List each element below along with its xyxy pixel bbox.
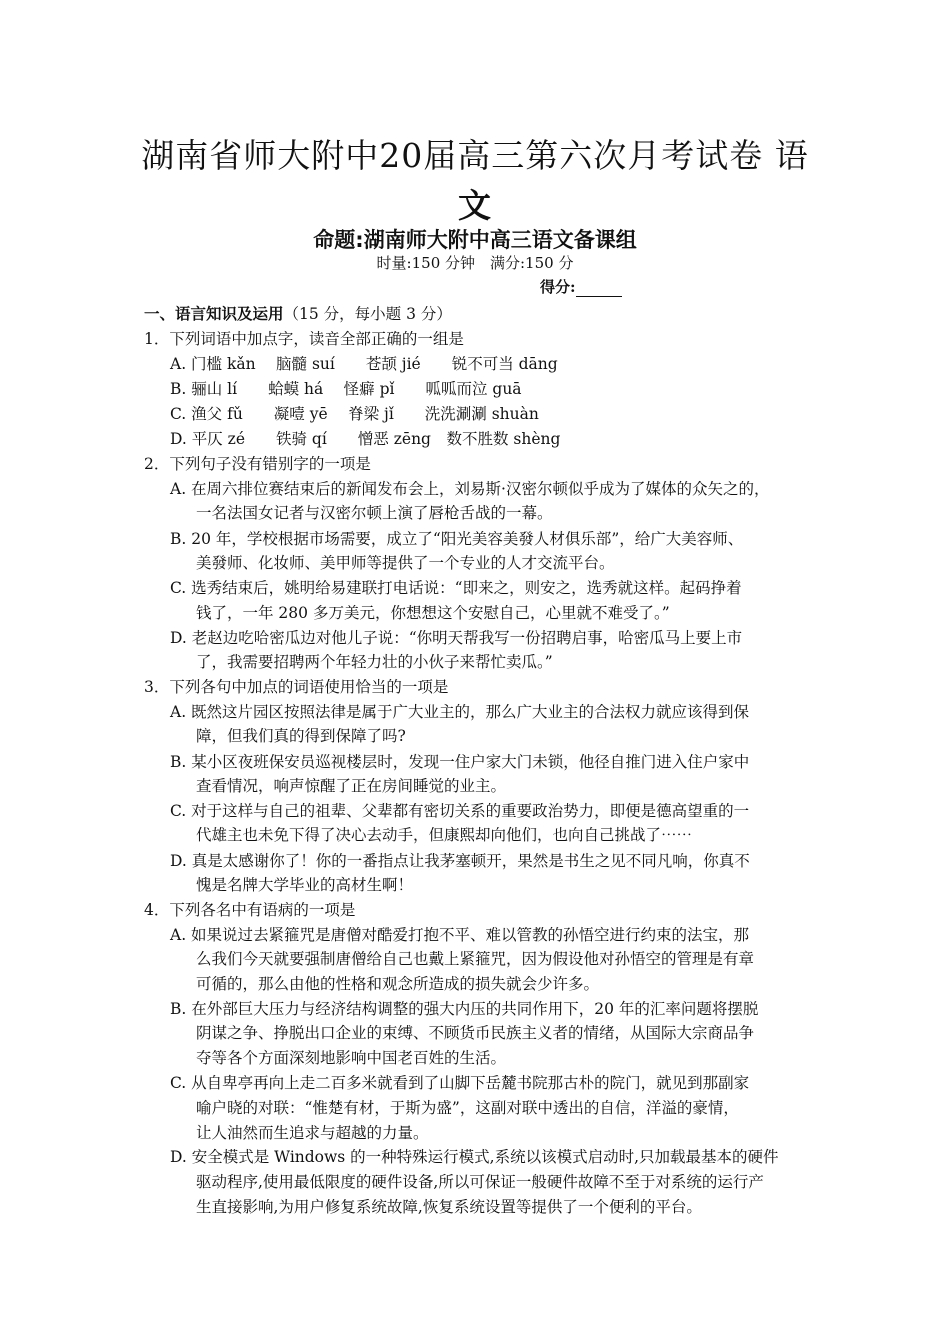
score-field xyxy=(540,276,622,297)
section-note: （15 分，每小题 3 分） xyxy=(283,305,452,323)
q3-option-a-line2: 障，但我们真的得到保障了吗? xyxy=(196,727,406,745)
section-heading xyxy=(144,302,452,324)
q1-option-a: A. 门槛 kǎn 脑髓 suí 苍颉 jié 锐不可当 dāng xyxy=(170,355,558,373)
q4-option-b-line3: 夺等各个方面深刻地影响中国老百姓的生活。 xyxy=(196,1049,507,1067)
score-blank xyxy=(576,281,622,297)
q4-option-c-line2: 喻户晓的对联：“惟楚有材，于斯为盛”，这副对联中透出的自信，洋溢的豪情， xyxy=(196,1099,739,1117)
q4-option-c-line3: 让人油然而生追求与超越的力量。 xyxy=(196,1124,429,1142)
q4-option-d-line3: 生直接影响,为用户修复系统故障,恢复系统设置等提供了一个便利的平台。 xyxy=(196,1198,702,1216)
exam-title-line2: 文 xyxy=(458,186,492,225)
q2-option-a-line1: A. 在周六排位赛结束后的新闻发布会上，刘易斯·汉密尔顿似乎成为了媒体的众矢之的， xyxy=(170,480,770,498)
q3-option-b-line1: B. 某小区夜班保安员巡视楼层时，发现一住户家大门未锁，他径自推门进入住户家中 xyxy=(170,753,750,771)
q4-option-a-line3: 可循的，那么由他的性格和观念所造成的损失就会少许多。 xyxy=(196,975,600,993)
q2-option-b-line2: 美發师、化妆师、美甲师等提供了一个专业的人才交流平台。 xyxy=(196,554,615,572)
exam-title-line1: 湖南省师大附中20届高三第六次月考试卷 语 xyxy=(141,136,809,175)
q3-option-c-line2: 代雄主也未免下得了决心去动手，但康熙却向他们，也向自己挑战了⋯⋯ xyxy=(196,826,693,844)
q2-option-a-line2: 一名法国女记者与汉密尔顿上演了唇枪舌战的一幕。 xyxy=(196,504,553,522)
q1-option-d: D. 平仄 zé 铁骑 qí 憎恶 zēng 数不胜数 shèng xyxy=(170,430,561,448)
q2-option-b-line1: B. 20 年，学校根据市场需要，成立了“阳光美容美發人材俱乐部”，给广大美容师、 xyxy=(170,530,744,548)
exam-time-and-score: 时量:150 分钟 满分:150 分 xyxy=(376,254,574,272)
q1-option-b: B. 骊山 lí 蛤蟆 há 怪癖 pǐ 呱呱而泣 guā xyxy=(170,380,522,398)
q2-stem: 2．下列句子没有错别字的一项是 xyxy=(144,455,371,473)
q2-option-d-line2: 了，我需要招聘两个年轻力壮的小伙子来帮忙卖瓜。” xyxy=(196,653,553,671)
q3-option-d-line1: D. 真是太感谢你了！你的一番指点让我茅塞顿开，果然是书生之见不同凡响，你真不 xyxy=(170,852,750,870)
q4-option-c-line1: C. 从自卑亭再向上走二百多米就看到了山脚下岳麓书院那古朴的院门，就见到那副家 xyxy=(170,1074,750,1092)
q4-option-b-line1: B. 在外部巨大压力与经济结构调整的强大内压的共同作用下，20 年的汇率问题将摆脱 xyxy=(170,1000,759,1018)
q4-option-a-line1: A. 如果说过去紧箍咒是唐僧对酷爱打抱不平、难以管教的孙悟空进行约束的法宝，那 xyxy=(170,926,750,944)
q4-option-a-line2: 么我们今天就要强制唐僧给自己也戴上紧箍咒，因为假设他对孙悟空的管理是有章 xyxy=(196,950,755,968)
q3-stem: 3．下列各句中加点的词语使用恰当的一项是 xyxy=(144,678,449,696)
q1-stem: 1．下列词语中加点字，读音全部正确的一组是 xyxy=(144,330,464,348)
q4-option-d-line2: 驱动程序,使用最低限度的硬件设备,所以可保证一般硬件故障不至于对系统的运行产 xyxy=(196,1173,764,1191)
q3-option-d-line2: 愧是名牌大学毕业的高材生啊！ xyxy=(196,876,414,894)
q2-option-d-line1: D. 老赵边吃哈密瓜边对他儿子说：“你明天帮我写一份招聘启事，哈密瓜马上要上市 xyxy=(170,629,743,647)
q3-option-b-line2: 查看情况，响声惊醒了正在房间睡觉的业主。 xyxy=(196,777,507,795)
q3-option-c-line1: C. 对于这样与自己的祖辈、父辈都有密切关系的重要政治势力，即便是德高望重的一 xyxy=(170,802,750,820)
q4-stem: 4．下列各名中有语病的一项是 xyxy=(144,901,356,919)
q4-option-d-line1: D. 安全模式是 Windows 的一种特殊运行模式,系统以该模式启动时,只加载最基本的硬件 xyxy=(170,1148,779,1166)
q4-option-b-line2: 阴谋之争、挣脱出口企业的束缚、不顾货币民族主义者的情绪，从国际大宗商品争 xyxy=(196,1024,755,1042)
q3-option-a-line1: A. 既然这片园区按照法律是属于广大业主的，那么广大业主的合法权力就应该得到保 xyxy=(170,703,750,721)
q1-option-c: C. 渔父 fǔ 凝噎 yē 脊梁 jǐ 洗洗涮涮 shuàn xyxy=(170,405,539,423)
q2-option-c-line1: C. 选秀结束后，姚明给易建联打电话说：“即来之，则安之，选秀就这样。起码挣着 xyxy=(170,579,742,597)
score-label: 得分: xyxy=(540,278,576,296)
exam-author: 命题:湖南师大附中高三语文备课组 xyxy=(313,228,637,252)
q2-option-c-line2: 钱了，一年 280 多万美元，你想想这个安慰自己，心里就不难受了。” xyxy=(196,604,670,622)
section-title: 一、语言知识及运用 xyxy=(144,305,284,323)
